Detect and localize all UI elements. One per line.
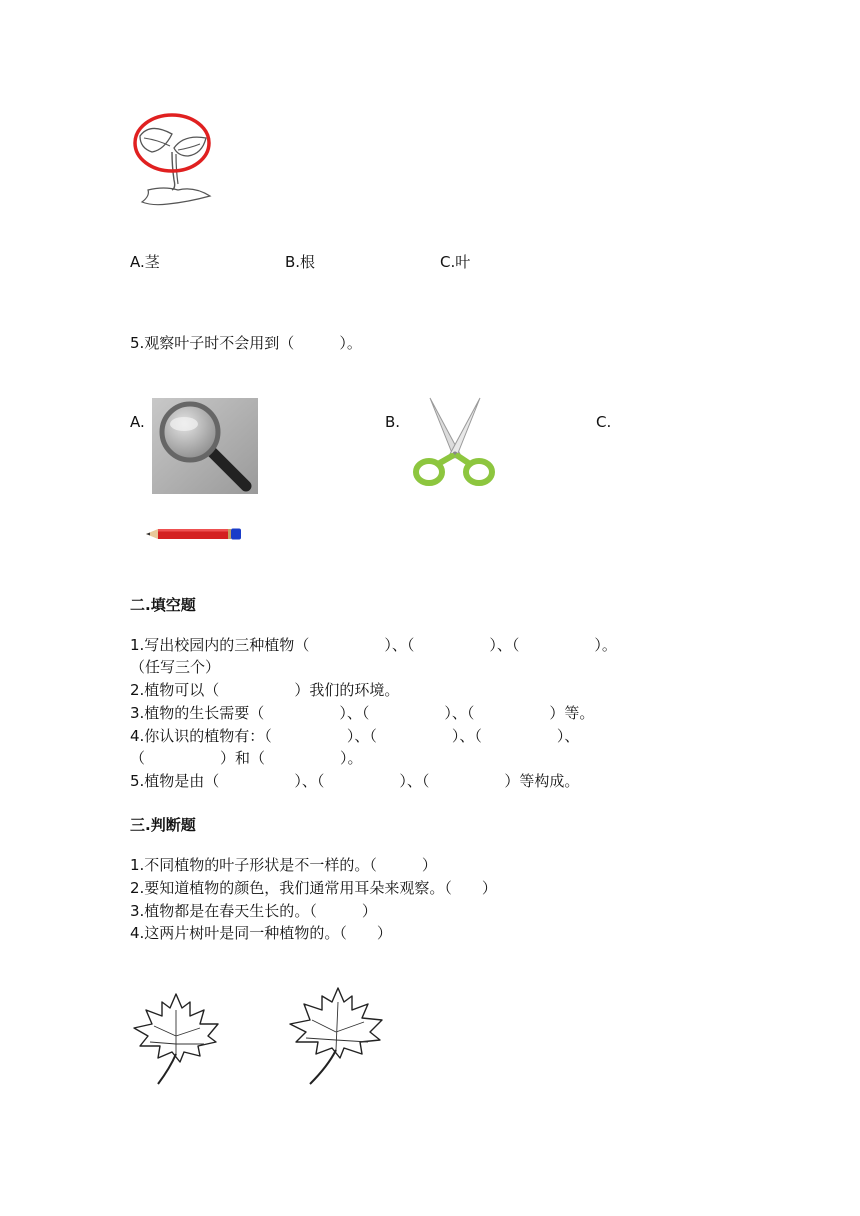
q5-option-a: A.	[130, 413, 145, 431]
q5-option-c: C.	[596, 413, 612, 431]
fill-item-1-note: （任写三个）	[130, 658, 221, 676]
judge-item-4: 4.这两片树叶是同一种植物的。（ ）	[130, 924, 392, 942]
q4-option-b: B.根	[285, 253, 316, 271]
fill-item-3: 3.植物的生长需要（ ）、（ ）、（ ）等。	[130, 704, 595, 722]
scissors-image	[408, 396, 500, 492]
fill-item-1: 1.写出校园内的三种植物（ ）、（ ）、（ ）。	[130, 636, 617, 654]
maple-leaf-right	[286, 986, 386, 1086]
pencil-image	[146, 526, 242, 542]
fill-item-5: 5.植物是由（ ）、（ ）、（ ）等构成。	[130, 772, 580, 790]
fill-item-4: 4.你认识的植物有：（ ）、（ ）、（ ）、	[130, 727, 580, 745]
maple-leaf-left	[130, 990, 222, 1086]
q5-question: 5.观察叶子时不会用到（ ）。	[130, 334, 362, 352]
fill-item-2: 2.植物可以（ ）我们的环境。	[130, 681, 400, 699]
seedling-illustration	[128, 98, 218, 213]
section3-heading: 三.判断题	[130, 816, 196, 834]
judge-item-1: 1.不同植物的叶子形状是不一样的。（ ）	[130, 856, 437, 874]
q4-option-a: A.茎	[130, 253, 160, 271]
judge-item-2: 2.要知道植物的颜色，我们通常用耳朵来观察。（ ）	[130, 879, 497, 897]
judge-item-3: 3.植物都是在春天生长的。（ ）	[130, 902, 377, 920]
section2-heading: 二.填空题	[130, 596, 196, 614]
magnifying-glass-image	[152, 398, 258, 494]
q4-option-c: C.叶	[440, 253, 471, 271]
q5-option-b: B.	[385, 413, 401, 431]
fill-item-4-cont: （ ）和（ ）。	[130, 749, 363, 767]
